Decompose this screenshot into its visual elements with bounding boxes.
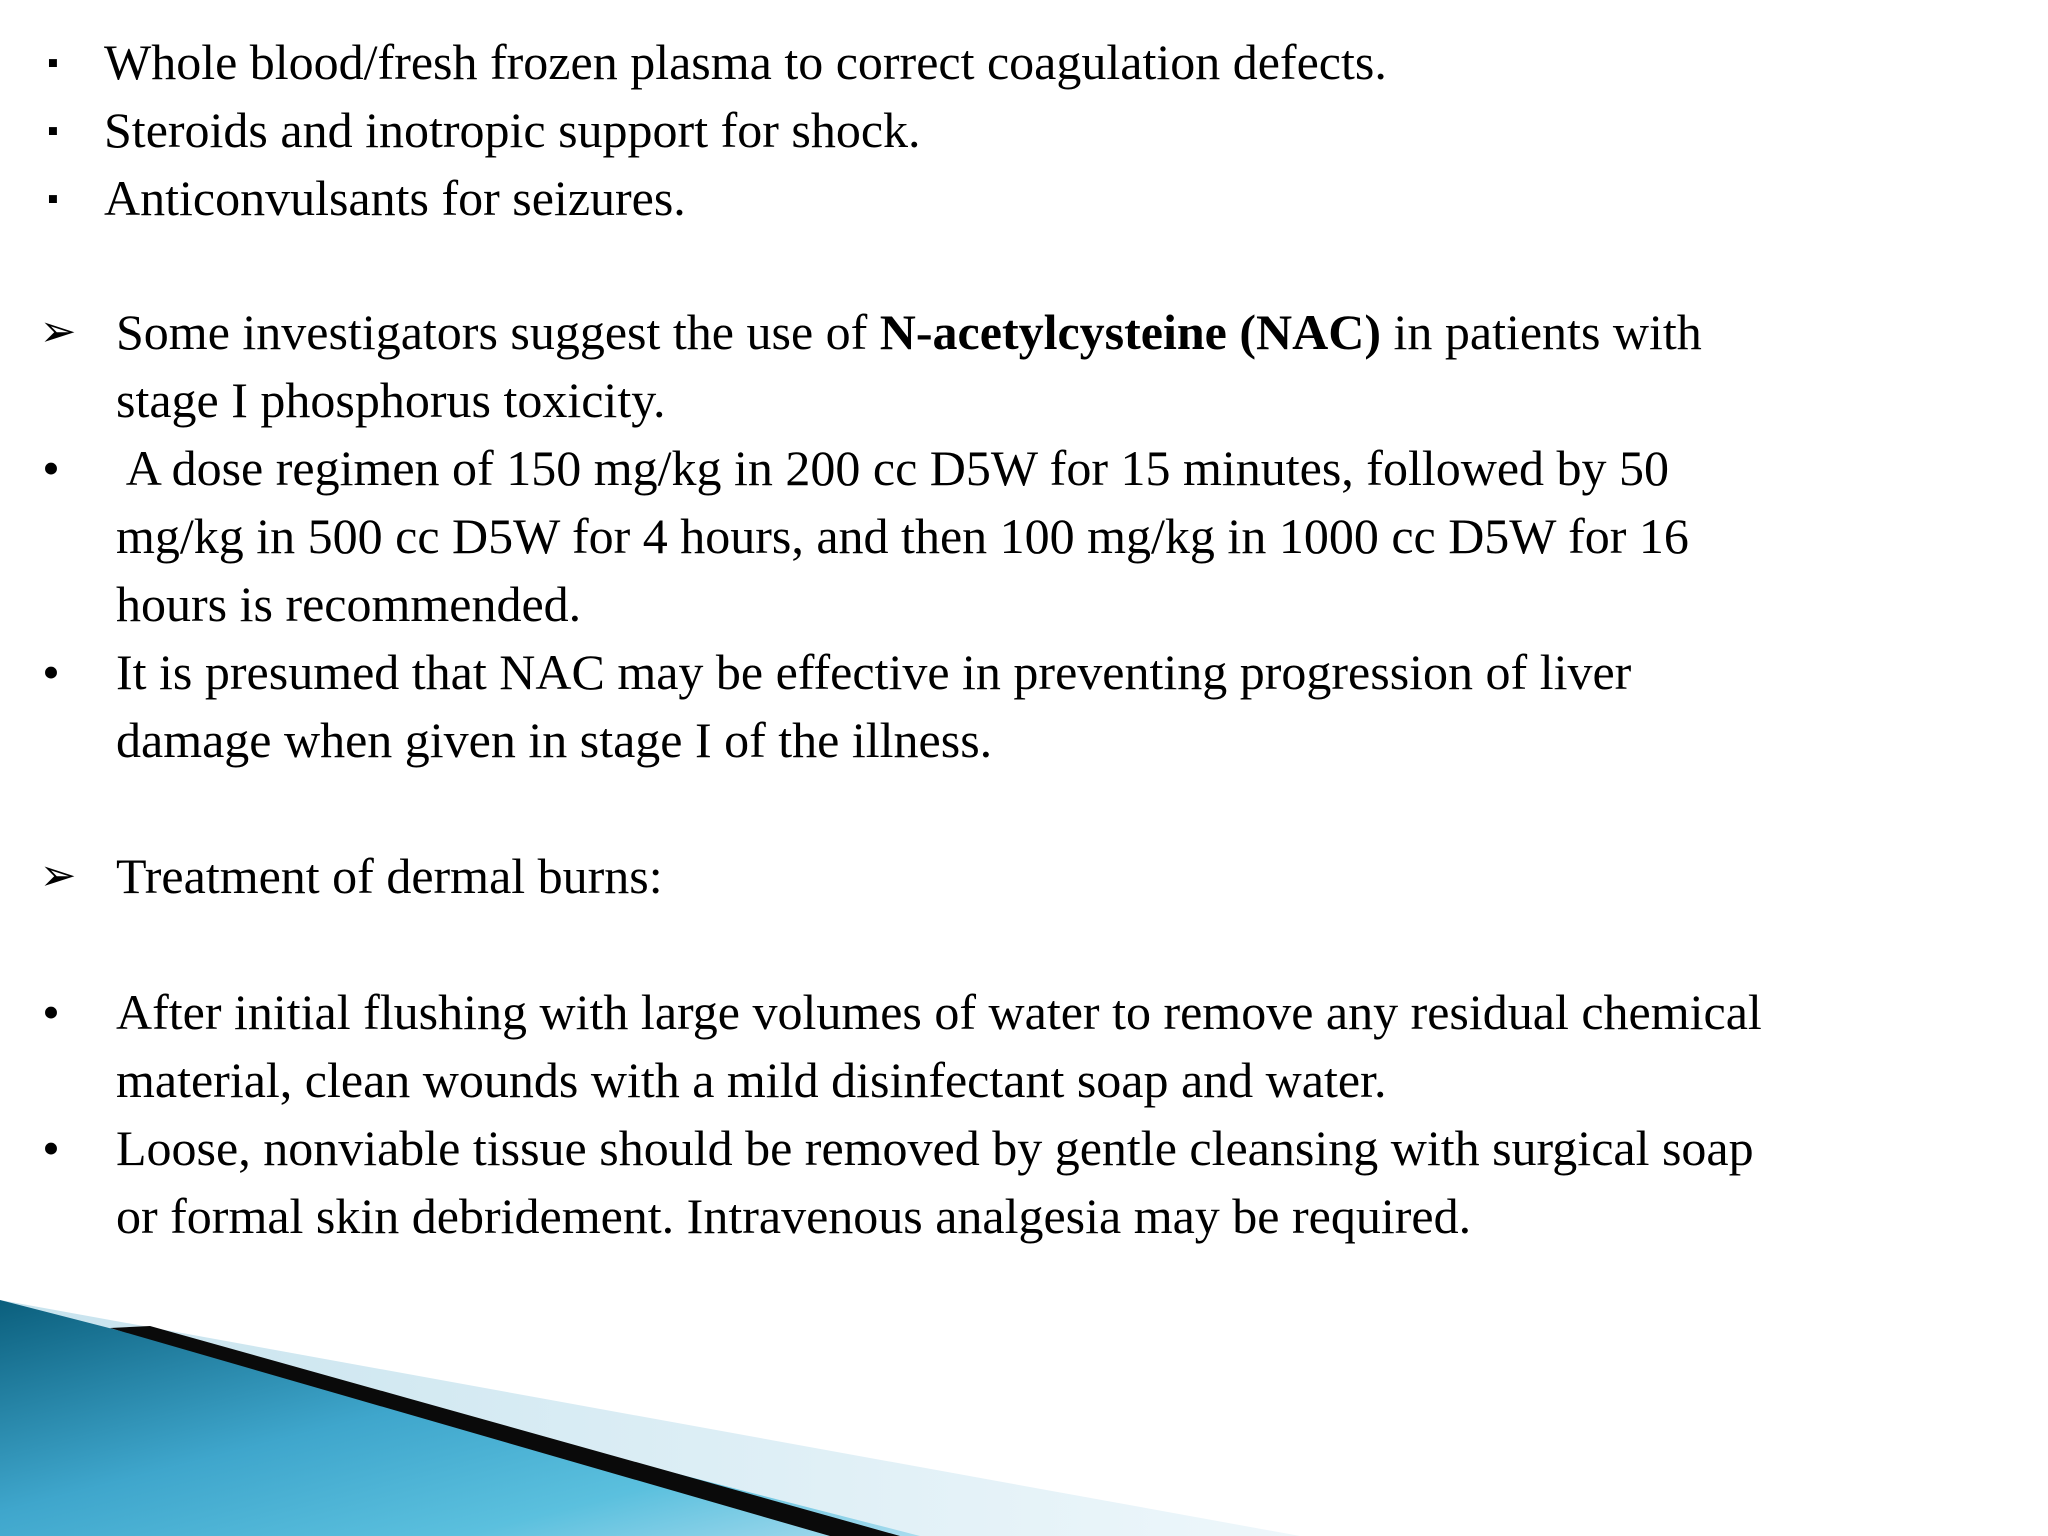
burns-tissue-line1: Loose, nonviable tissue should be removed by gentle cleansing with surgical soap [116, 1120, 1754, 1176]
dot-bullet-icon: • [42, 984, 60, 1040]
nac-lead-line1 [116, 298, 2006, 366]
bullet-text: Anticonvulsants for seizures. [104, 170, 686, 226]
bullet-text: Steroids and inotropic support for shock. [104, 102, 921, 158]
burns-heading-text: Treatment of dermal burns: [116, 848, 663, 904]
nac-lead-after: in patients with [1381, 304, 1702, 360]
nac-effect-line2: damage when given in stage I of the illness. [116, 712, 993, 768]
dot-bullet-icon: • [42, 1120, 60, 1176]
dot-bullet-icon: • [42, 644, 60, 700]
nac-dose-line2: mg/kg in 500 cc D5W for 4 hours, and then 100 mg/kg in 1000 cc D5W for 16 [116, 508, 1689, 564]
bullet-text: Whole blood/fresh frozen plasma to correct coagulation defects. [104, 34, 1387, 90]
arrow-bullet-icon: ➢ [39, 307, 77, 356]
nac-lead-line2: stage I phosphorus toxicity. [116, 372, 666, 428]
square-bullet-icon: ▪ [47, 44, 59, 80]
corner-decoration [0, 1280, 2048, 1536]
nac-dose-line1: A dose regimen of 150 mg/kg in 200 cc D5W for 15 minutes, followed by 50 [116, 440, 1670, 496]
square-bullet-icon: ▪ [47, 112, 59, 148]
nac-dose-line3: hours is recommended. [116, 576, 582, 632]
arrow-bullet-icon: ➢ [39, 851, 77, 900]
nac-effect-line1: It is presumed that NAC may be effective in preventing progression of liver [116, 644, 1632, 700]
nac-lead-before: Some investigators suggest the use of [116, 304, 880, 360]
square-bullet-icon: ▪ [47, 180, 59, 216]
burns-flushing-line1: After initial flushing with large volumes of water to remove any residual chemical [116, 984, 1762, 1040]
burns-tissue-line2: or formal skin debridement. Intravenous analgesia may be required. [116, 1188, 1472, 1244]
dot-bullet-icon: • [42, 440, 60, 496]
burns-flushing-line2: material, clean wounds with a mild disinfectant soap and water. [116, 1052, 1387, 1108]
nac-lead-bold: N-acetylcysteine (NAC) [879, 304, 1381, 360]
